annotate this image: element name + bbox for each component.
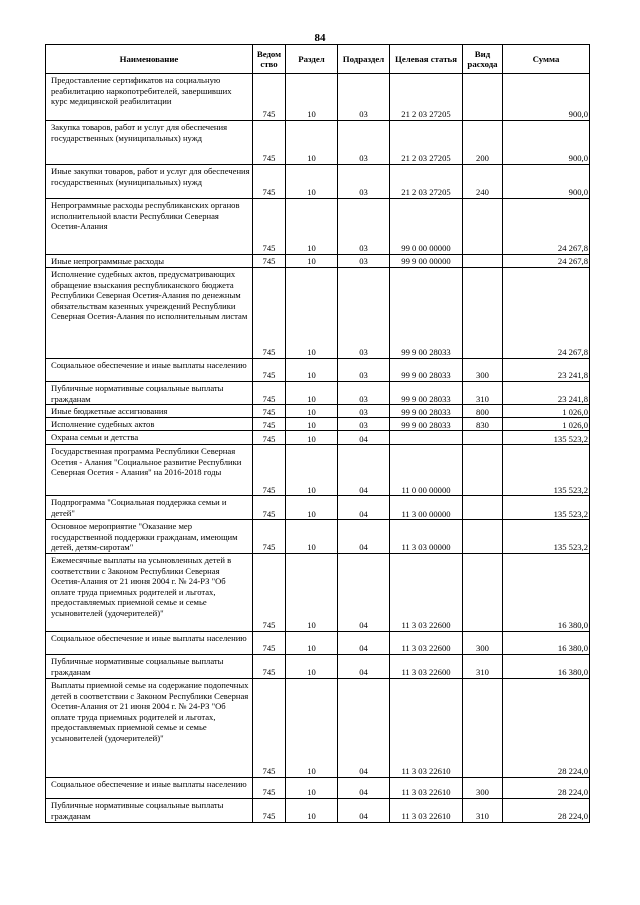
cell-ved: 745 bbox=[253, 553, 286, 631]
cell-vid: 830 bbox=[463, 418, 503, 431]
cell-summa: 16 380,0 bbox=[503, 631, 590, 654]
cell-podrazdel: 04 bbox=[338, 496, 390, 520]
cell-summa: 24 267,8 bbox=[503, 268, 590, 359]
cell-summa: 24 267,8 bbox=[503, 199, 590, 255]
cell-razdel: 10 bbox=[286, 121, 338, 165]
cell-statya: 99 9 00 00000 bbox=[390, 255, 463, 268]
cell-statya: 11 3 03 22600 bbox=[390, 654, 463, 678]
cell-name: Иные закупки товаров, работ и услуг для обеспечения государственных (муниципальных) нужд bbox=[46, 165, 253, 199]
table-row bbox=[46, 255, 590, 268]
cell-summa: 900,0 bbox=[503, 121, 590, 165]
header-statya: Целевая статья bbox=[390, 45, 463, 74]
cell-vid bbox=[463, 268, 503, 359]
table-row bbox=[46, 405, 590, 418]
cell-vid: 300 bbox=[463, 777, 503, 798]
cell-statya: 99 9 00 28033 bbox=[390, 405, 463, 418]
table-row bbox=[46, 418, 590, 431]
cell-ved: 745 bbox=[253, 382, 286, 405]
cell-name: Подпрограмма "Социальная поддержка семьи и детей" bbox=[46, 496, 253, 520]
cell-podrazdel: 03 bbox=[338, 359, 390, 382]
cell-statya: 11 0 00 00000 bbox=[390, 445, 463, 496]
cell-vid bbox=[463, 496, 503, 520]
cell-summa: 24 267,8 bbox=[503, 255, 590, 268]
cell-razdel: 10 bbox=[286, 431, 338, 445]
cell-name: Социальное обеспечение и иные выплаты населению bbox=[46, 359, 253, 382]
cell-summa: 135 523,2 bbox=[503, 520, 590, 554]
table-row bbox=[46, 777, 590, 798]
table-row bbox=[46, 268, 590, 359]
cell-statya: 99 9 00 28033 bbox=[390, 268, 463, 359]
cell-vid: 300 bbox=[463, 631, 503, 654]
cell-podrazdel: 03 bbox=[338, 405, 390, 418]
header-name: Наименование bbox=[46, 45, 253, 74]
cell-statya: 11 3 03 22600 bbox=[390, 631, 463, 654]
cell-name: Закупка товаров, работ и услуг для обеспечения государственных (муниципальных) нужд bbox=[46, 121, 253, 165]
cell-summa: 135 523,2 bbox=[503, 496, 590, 520]
cell-summa: 28 224,0 bbox=[503, 678, 590, 777]
cell-summa: 23 241,8 bbox=[503, 359, 590, 382]
table-row bbox=[46, 678, 590, 777]
header-vid: Вид расхода bbox=[463, 45, 503, 74]
cell-vid bbox=[463, 431, 503, 445]
table-row bbox=[46, 74, 590, 121]
table-row bbox=[46, 382, 590, 405]
cell-name: Публичные нормативные социальные выплаты гражданам bbox=[46, 798, 253, 822]
cell-vid bbox=[463, 520, 503, 554]
cell-summa: 900,0 bbox=[503, 74, 590, 121]
table-row bbox=[46, 359, 590, 382]
cell-ved: 745 bbox=[253, 678, 286, 777]
cell-vid bbox=[463, 199, 503, 255]
cell-ved: 745 bbox=[253, 418, 286, 431]
cell-ved: 745 bbox=[253, 654, 286, 678]
table-row bbox=[46, 165, 590, 199]
cell-name: Ежемесячные выплаты на усыновленных детей в соответствии с Законом Республики Северная Осетия-Алания от 21 июня 2004 г. № 24-РЗ "Об оплате труда приемных родителей и льготах, предоставляемых приемной семье и семье усыновителей (удочерителей)" bbox=[46, 553, 253, 631]
cell-name: Государственная программа Республики Северная Осетия - Алания "Социальное развитие Республики Северная Осетия - Алания" на 2016-2018 годы bbox=[46, 445, 253, 496]
cell-razdel: 10 bbox=[286, 199, 338, 255]
cell-statya bbox=[390, 431, 463, 445]
cell-razdel: 10 bbox=[286, 255, 338, 268]
cell-razdel: 10 bbox=[286, 631, 338, 654]
table-row bbox=[46, 431, 590, 445]
cell-summa: 900,0 bbox=[503, 165, 590, 199]
cell-name: Социальное обеспечение и иные выплаты населению bbox=[46, 777, 253, 798]
header-ved: Ведом ство bbox=[253, 45, 286, 74]
cell-ved: 745 bbox=[253, 359, 286, 382]
cell-statya: 11 3 03 22610 bbox=[390, 678, 463, 777]
cell-podrazdel: 04 bbox=[338, 777, 390, 798]
cell-ved: 745 bbox=[253, 255, 286, 268]
cell-razdel: 10 bbox=[286, 74, 338, 121]
cell-razdel: 10 bbox=[286, 798, 338, 822]
cell-vid: 200 bbox=[463, 121, 503, 165]
cell-podrazdel: 03 bbox=[338, 268, 390, 359]
cell-razdel: 10 bbox=[286, 445, 338, 496]
cell-name: Непрограммные расходы республиканских органов исполнительной власти Республики Северная Осетия-Алания bbox=[46, 199, 253, 255]
cell-summa: 1 026,0 bbox=[503, 405, 590, 418]
cell-razdel: 10 bbox=[286, 382, 338, 405]
cell-summa: 28 224,0 bbox=[503, 777, 590, 798]
cell-statya: 21 2 03 27205 bbox=[390, 165, 463, 199]
cell-ved: 745 bbox=[253, 798, 286, 822]
header-razdel: Раздел bbox=[286, 45, 338, 74]
table-row bbox=[46, 798, 590, 822]
cell-podrazdel: 04 bbox=[338, 431, 390, 445]
cell-summa: 135 523,2 bbox=[503, 445, 590, 496]
cell-razdel: 10 bbox=[286, 654, 338, 678]
cell-podrazdel: 03 bbox=[338, 255, 390, 268]
table-row bbox=[46, 553, 590, 631]
cell-podrazdel: 04 bbox=[338, 654, 390, 678]
page-number: 84 bbox=[314, 32, 326, 44]
cell-vid: 240 bbox=[463, 165, 503, 199]
cell-podrazdel: 03 bbox=[338, 74, 390, 121]
cell-statya: 99 0 00 00000 bbox=[390, 199, 463, 255]
cell-razdel: 10 bbox=[286, 418, 338, 431]
cell-ved: 745 bbox=[253, 268, 286, 359]
cell-razdel: 10 bbox=[286, 496, 338, 520]
cell-ved: 745 bbox=[253, 496, 286, 520]
cell-name: Публичные нормативные социальные выплаты гражданам bbox=[46, 654, 253, 678]
cell-vid: 310 bbox=[463, 382, 503, 405]
cell-podrazdel: 04 bbox=[338, 678, 390, 777]
cell-statya: 11 3 03 22610 bbox=[390, 777, 463, 798]
cell-podrazdel: 04 bbox=[338, 798, 390, 822]
cell-name: Исполнение судебных актов, предусматривающих обращение взыскания республиканского бюджета Республики Северная Осетия-Алания по денежным обязательствам казенных учреждений Республики Северная Осетия-Алания по исполнительным листам bbox=[46, 268, 253, 359]
cell-ved: 745 bbox=[253, 405, 286, 418]
cell-ved: 745 bbox=[253, 631, 286, 654]
cell-statya: 21 2 03 27205 bbox=[390, 74, 463, 121]
cell-vid: 310 bbox=[463, 798, 503, 822]
cell-razdel: 10 bbox=[286, 268, 338, 359]
table-row bbox=[46, 445, 590, 496]
cell-statya: 21 2 03 27205 bbox=[390, 121, 463, 165]
header-summa: Сумма bbox=[503, 45, 590, 74]
cell-vid: 310 bbox=[463, 654, 503, 678]
cell-podrazdel: 04 bbox=[338, 553, 390, 631]
cell-ved: 745 bbox=[253, 777, 286, 798]
cell-statya: 99 9 00 28033 bbox=[390, 418, 463, 431]
cell-ved: 745 bbox=[253, 74, 286, 121]
table-row bbox=[46, 631, 590, 654]
cell-summa: 16 380,0 bbox=[503, 553, 590, 631]
cell-statya: 99 9 00 28033 bbox=[390, 359, 463, 382]
cell-razdel: 10 bbox=[286, 777, 338, 798]
cell-razdel: 10 bbox=[286, 520, 338, 554]
cell-podrazdel: 03 bbox=[338, 418, 390, 431]
cell-vid: 300 bbox=[463, 359, 503, 382]
cell-podrazdel: 03 bbox=[338, 382, 390, 405]
table-row bbox=[46, 121, 590, 165]
cell-podrazdel: 03 bbox=[338, 199, 390, 255]
cell-statya: 11 3 03 22600 bbox=[390, 553, 463, 631]
cell-summa: 28 224,0 bbox=[503, 798, 590, 822]
cell-summa: 135 523,2 bbox=[503, 431, 590, 445]
cell-name: Основное мероприятие "Оказание мер государственной поддержки гражданам, имеющим детей, детям-сиротам" bbox=[46, 520, 253, 554]
cell-ved: 745 bbox=[253, 445, 286, 496]
cell-ved: 745 bbox=[253, 520, 286, 554]
cell-podrazdel: 04 bbox=[338, 445, 390, 496]
cell-summa: 16 380,0 bbox=[503, 654, 590, 678]
table-row bbox=[46, 654, 590, 678]
cell-razdel: 10 bbox=[286, 553, 338, 631]
cell-name: Исполнение судебных актов bbox=[46, 418, 253, 431]
cell-razdel: 10 bbox=[286, 359, 338, 382]
cell-podrazdel: 03 bbox=[338, 165, 390, 199]
cell-name: Охрана семьи и детства bbox=[46, 431, 253, 445]
cell-vid bbox=[463, 445, 503, 496]
cell-name: Предоставление сертификатов на социальную реабилитацию наркопотребителей, завершивших курс медицинской реабилитации bbox=[46, 74, 253, 121]
cell-vid bbox=[463, 678, 503, 777]
cell-ved: 745 bbox=[253, 199, 286, 255]
cell-name: Публичные нормативные социальные выплаты гражданам bbox=[46, 382, 253, 405]
cell-ved: 745 bbox=[253, 165, 286, 199]
table-header-row bbox=[46, 45, 590, 74]
cell-summa: 1 026,0 bbox=[503, 418, 590, 431]
cell-name: Выплаты приемной семье на содержание подопечных детей в соответствии с Законом Республики Северная Осетия-Алания от 21 июня 2004 г. № 24-РЗ "Об оплате труда приемных родителей и льготах, предоставляемых приемной семье и семье усыновителей (удочерителей)" bbox=[46, 678, 253, 777]
cell-razdel: 10 bbox=[286, 405, 338, 418]
cell-statya: 11 3 03 22610 bbox=[390, 798, 463, 822]
cell-ved: 745 bbox=[253, 121, 286, 165]
cell-name: Иные непрограммные расходы bbox=[46, 255, 253, 268]
cell-razdel: 10 bbox=[286, 165, 338, 199]
cell-vid bbox=[463, 553, 503, 631]
cell-statya: 11 3 00 00000 bbox=[390, 496, 463, 520]
cell-razdel: 10 bbox=[286, 678, 338, 777]
cell-name: Иные бюджетные ассигнования bbox=[46, 405, 253, 418]
cell-vid bbox=[463, 74, 503, 121]
cell-vid bbox=[463, 255, 503, 268]
cell-podrazdel: 03 bbox=[338, 121, 390, 165]
cell-statya: 11 3 03 00000 bbox=[390, 520, 463, 554]
cell-statya: 99 9 00 28033 bbox=[390, 382, 463, 405]
table-row bbox=[46, 199, 590, 255]
header-podrazdel: Подраздел bbox=[338, 45, 390, 74]
budget-table bbox=[45, 44, 590, 823]
cell-podrazdel: 04 bbox=[338, 520, 390, 554]
cell-name: Социальное обеспечение и иные выплаты населению bbox=[46, 631, 253, 654]
cell-summa: 23 241,8 bbox=[503, 382, 590, 405]
cell-vid: 800 bbox=[463, 405, 503, 418]
table-row bbox=[46, 496, 590, 520]
table-row bbox=[46, 520, 590, 554]
cell-ved: 745 bbox=[253, 431, 286, 445]
cell-podrazdel: 04 bbox=[338, 631, 390, 654]
